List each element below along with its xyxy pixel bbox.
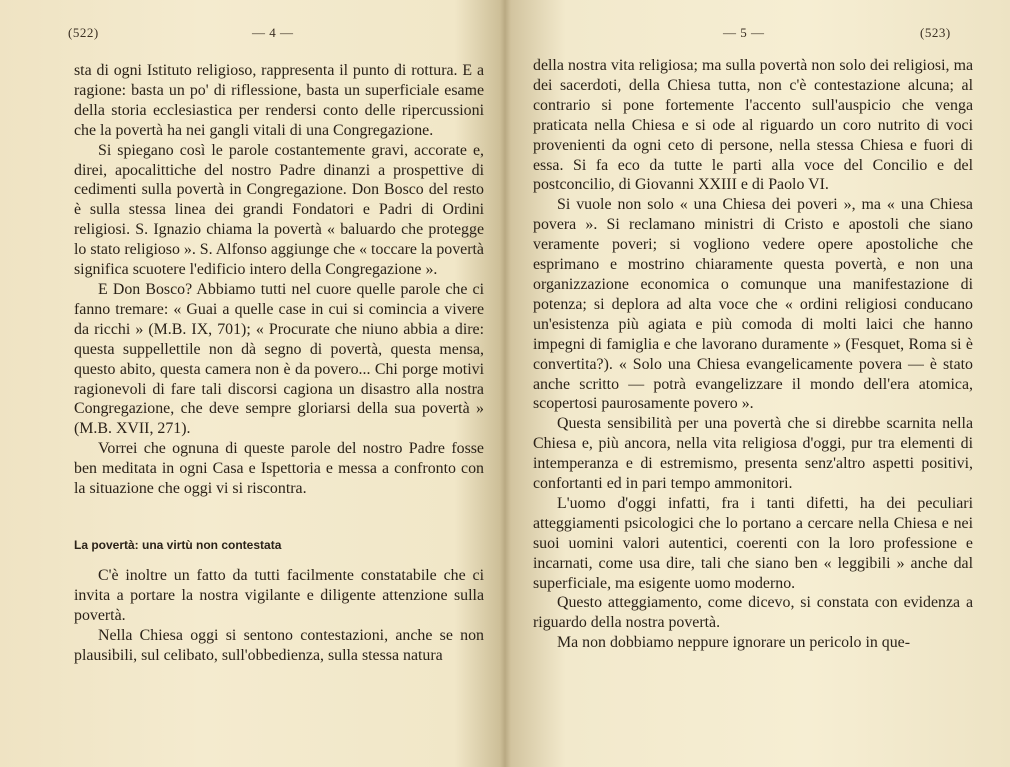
paragraph: L'uomo d'oggi infatti, fra i tanti difetti, ha dei peculiari atteggiamenti psicologici che lo portano a cercare nella Chiesa e nei suoi uomini valori autentici, coerenti con la loro professione e incarnati, come usa dire, tali che siano ben « leggibili » anche dal superficiale, ma esigente uomo moderno. <box>533 494 973 592</box>
paragraph: C'è inoltre un fatto da tutti facilmente constatabile che ci invita a portare la nostra vigilante e diligente attenzione sulla povertà. <box>74 567 484 624</box>
paragraph: Nella Chiesa oggi si sentono contestazioni, anche se non plausibili, sul celibato, sull'obbedienza, sulla stessa natura <box>74 626 484 664</box>
paragraph: Questo atteggiamento, come dicevo, si constata con evidenza a riguardo della nostra povertà. <box>533 594 973 632</box>
page-number: (523) <box>920 25 951 40</box>
paragraph: sta di ogni Istituto religioso, rappresenta il punto di rottura. E a ragione: basta un po' di riflessione, basta un superficiale esame della storia ecclesiastica per rendersi conto delle ripercussioni che la povertà ha nei gangli vitali di una Congregazione. <box>74 62 484 139</box>
page-number: (522) <box>68 25 99 40</box>
folio-number: — 4 — <box>252 25 294 40</box>
paragraph: Si spiegano così le parole costantemente gravi, accorate e, direi, apocalittiche del nostro Padre dinanzi a prospettive di cedimenti sulla povertà in Congregazione. Don Bosco del resto è sulla stessa linea dei grandi Fondatori e Padri di Ordini religiosi. S. Ignazio chiama la povertà « baluardo che protegge lo stato religioso ». S. Alfonso aggiunge che « toccare la povertà significa scuotere l'edificio intero della Congregazione ». <box>74 141 484 279</box>
paragraph: Vorrei che ognuna di queste parole del nostro Padre fosse ben meditata in ogni Casa e Ispettoria e messa a confronto con la situazione che oggi vi si riscontra. <box>74 440 484 498</box>
left-text-block-2 <box>74 566 484 666</box>
left-text-block-1 <box>74 61 484 499</box>
section-heading: La povertà: una virtù non contestata <box>74 538 282 552</box>
folio-number: — 5 — <box>723 25 765 40</box>
paragraph: Ma non dobbiamo neppure ignorare un pericolo in que- <box>557 634 911 652</box>
paragraph: E Don Bosco? Abbiamo tutti nel cuore quelle parole che ci fanno tremare: « Guai a quelle case in cui si comincia a vivere da ricchi » (M.B. IX, 701); « Procurate che niuno abbia a dire: questa suppellettile non dà segno di povertà, questa mensa, questo abito, questa camera non è da povero... Chi porge motivi ragionevoli di fare tali discorsi cagiona un disastro alla nostra Congregazione, che deve sempre gloriarsi della sua povertà » (M.B. XVII, 271). <box>74 280 484 438</box>
right-page <box>505 0 1010 767</box>
paragraph: della nostra vita religiosa; ma sulla povertà non solo dei religiosi, ma dei sacerdoti, della Chiesa tutta, non c'è contestazione alcuna; al contrario si pone fortemente l'accento sull'auspicio che venga praticata nella Chiesa e si ode al riguardo un coro nutrito di voci provenienti da ogni ceto di persone, nella stessa Chiesa e fuori di essa. Si fa eco da tutte le parti alla voce del Concilio e del postconcilio, di Giovanni XXIII e di Paolo VI. <box>533 57 973 194</box>
paragraph: Si vuole non solo « una Chiesa dei poveri », ma « una Chiesa povera ». Si reclamano ministri di Cristo e apostoli che siano veramente poveri; si vogliono vedere opere apostoliche che esprimano e mostrino chiaramente questa povertà, e non una organizzazione economica o comunque una manifestazione di potenza; si deplora ad alta voce che « ordini religiosi conducano un'esistenza più agiata e più comoda di molti laici che hanno impegni di famiglia e che lavorano duramente » (Fesquet, Roma si è convertita?). « Solo una Chiesa evangelicamente povera — è stato anche scritto — potrà evangelizzare il mondo dell'era atomica, scopertosi paurosamente povero ». <box>533 196 973 413</box>
right-text-block <box>533 56 973 653</box>
paragraph: Questa sensibilità per una povertà che si direbbe scarnita nella Chiesa e, più ancora, nella vita religiosa d'oggi, pur tra elementi di intemperanza e di estremismo, presenta senz'altro aspetti positivi, confortanti ed in pari tempo ammonitori. <box>533 415 973 493</box>
